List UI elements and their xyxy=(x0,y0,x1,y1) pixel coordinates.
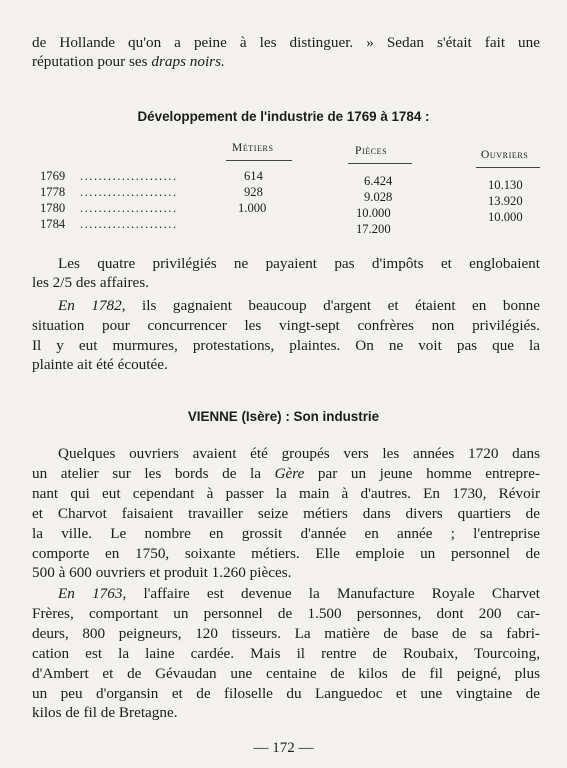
dot-leader: ..................... xyxy=(80,169,178,183)
text-line: et Charvot faisaient travailler seize métiers dans divers quartiers de xyxy=(32,505,540,522)
text-line: cation est la laine cardée. Mais il rentre de Roubaix, Tourcoing, xyxy=(32,645,540,662)
text-line: situation pour concurrencer les vingt-sept confrères non privilégiés. xyxy=(32,317,540,334)
text-line: Quelques ouvriers avaient été groupés vers les années 1720 dans xyxy=(58,445,540,462)
text-line xyxy=(32,52,540,72)
table-cell-year: 1769 xyxy=(40,169,66,183)
header-rule xyxy=(226,160,292,161)
column-header-ouvriers: Ouvriers xyxy=(481,149,529,161)
section-heading: VIENNE (Isère) : Son industrie xyxy=(187,409,380,424)
page-number: — 172 — xyxy=(253,740,314,756)
text-line: deurs, 800 peigneurs, 120 tisseurs. La matière de base de sa fabri- xyxy=(32,625,540,642)
section-heading: Développement de l'industrie de 1769 à 1784 : xyxy=(137,109,430,124)
text-run: par un jeune homme entrepre- xyxy=(304,465,541,482)
text-line: la ville. Le nombre en grossit d'année en année ; l'entreprise xyxy=(32,525,540,542)
text-line: 500 à 600 ouvriers et produit 1.260 pièces. xyxy=(32,564,292,581)
table-cell-year: 1780 xyxy=(40,201,66,215)
header-rule xyxy=(348,163,412,164)
italic-run: Gère xyxy=(274,465,305,482)
table-cell-ouvriers: 13.920 xyxy=(488,194,523,208)
text-line: un peu d'organsin et de filoselle du Languedoc et une vingtaine de xyxy=(32,685,540,702)
table-cell-year: 1778 xyxy=(40,185,66,199)
text-line: comporte en 1750, soixante métiers. Elle emploie un personnel de xyxy=(32,545,540,562)
text-line: de Hollande qu'on a peine à les distinguer. » Sedan s'était fait une xyxy=(32,34,540,51)
table-cell-pieces: 10.000 xyxy=(356,206,391,220)
column-header-pieces: Pièces xyxy=(355,145,388,157)
text-run: ils gagnaient beaucoup d'argent et étaient en bonne xyxy=(125,297,540,314)
text-line: Les quatre privilégiés ne payaient pas d'impôts et englobaient xyxy=(58,255,540,272)
table-cell-ouvriers: 10.130 xyxy=(488,178,523,192)
text-run: un atelier sur les bords de la xyxy=(32,465,275,482)
header-rule xyxy=(476,167,540,168)
dot-leader: ..................... xyxy=(80,217,178,231)
column-header-metiers: Métiers xyxy=(232,142,274,154)
text-line: les 2/5 des affaires. xyxy=(32,274,149,291)
table-cell-ouvriers: 10.000 xyxy=(488,210,523,224)
italic-run: En 1782, xyxy=(58,297,126,314)
table-cell-pieces: 6.424 xyxy=(364,174,393,188)
text-line xyxy=(58,584,540,604)
dot-leader: ..................... xyxy=(80,201,178,215)
text-line xyxy=(32,464,540,484)
text-line: Frères, comportant un personnel de 1.500 personnes, dont 200 car- xyxy=(32,605,540,622)
table-cell-metiers: 614 xyxy=(244,169,263,183)
text-line: Il y eut murmures, protestations, plaintes. On ne voit pas que la xyxy=(32,337,540,354)
italic-run: En 1763, xyxy=(58,585,127,602)
table-cell-pieces: 9.028 xyxy=(364,190,393,204)
text-run: réputation pour ses xyxy=(32,53,152,70)
text-line: kilos de fil de Bretagne. xyxy=(32,704,178,721)
italic-run: draps noirs. xyxy=(151,53,225,70)
table-cell-year: 1784 xyxy=(40,217,66,231)
table-cell-metiers: 1.000 xyxy=(238,201,267,215)
table-cell-metiers: 928 xyxy=(244,185,263,199)
text-line: d'Ambert et de Gévaudan une centaine de kilos de fil peigné, plus xyxy=(32,665,540,682)
table-cell-pieces: 17.200 xyxy=(356,222,391,236)
text-line xyxy=(58,296,540,316)
text-run: l'affaire est devenue la Manufacture Royale Charvet xyxy=(126,585,541,602)
text-line: plainte ait été écoutée. xyxy=(32,356,168,373)
text-line: nant qui eut cependant à passer la main à d'autres. En 1730, Révoir xyxy=(32,485,540,502)
dot-leader: ..................... xyxy=(80,185,178,199)
